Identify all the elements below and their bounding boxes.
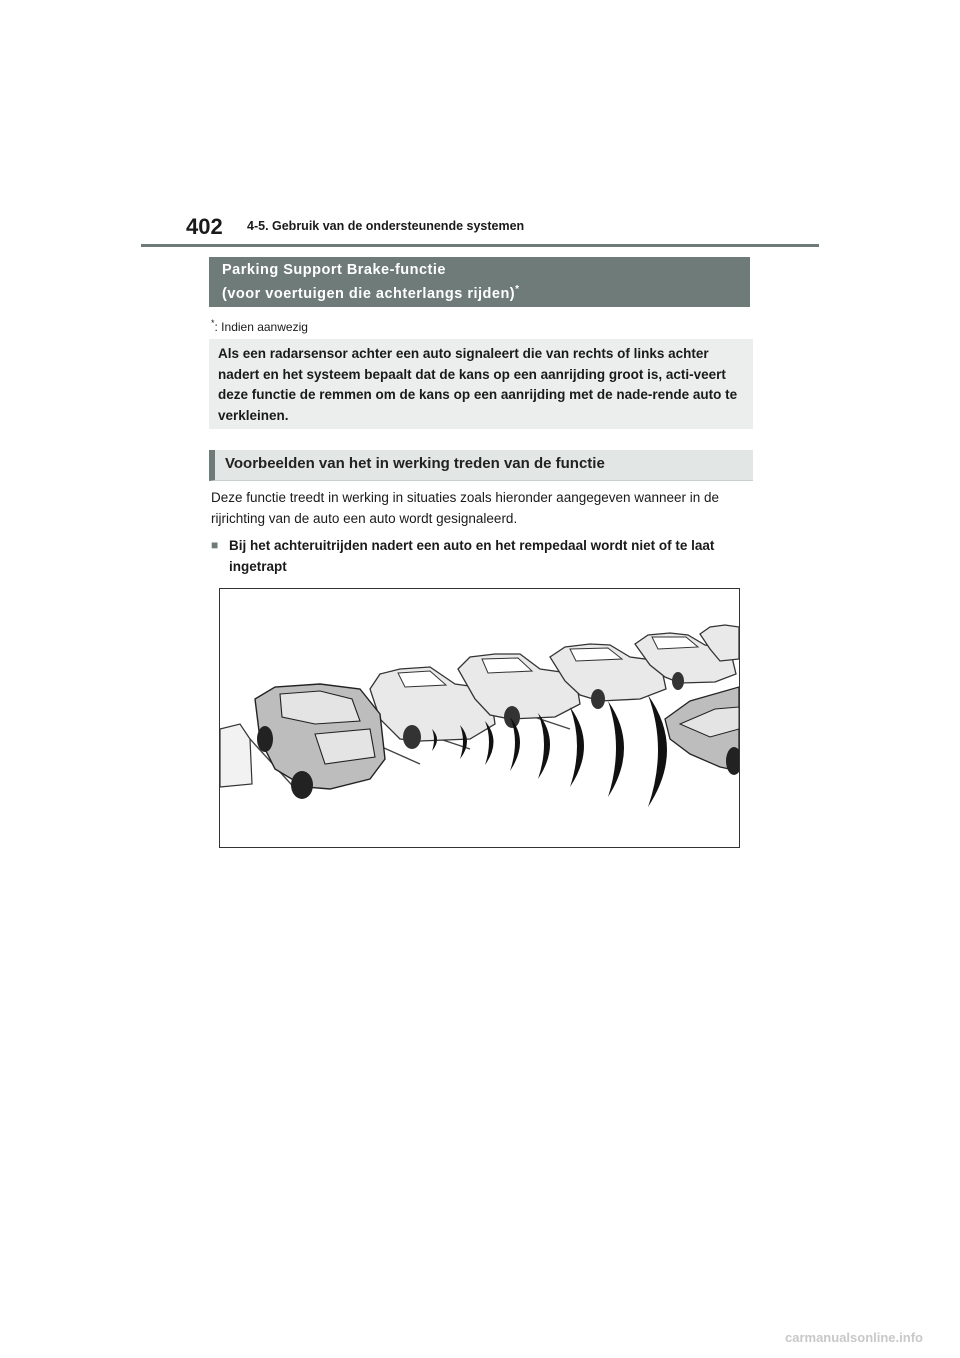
function-title-line1: Parking Support Brake-functie (222, 262, 446, 278)
parking-scene-svg (220, 589, 739, 847)
footnote-mark: * (211, 318, 215, 328)
bullet-item (211, 535, 751, 577)
intro-box: Als een radarsensor achter een auto signaleert die van rechts of links achter nadert en het systeem bepaalt dat de kans op een aanrijding groot is, acti-veert deze functie de remmen om de kans op een aanrijding met de nade-rende auto te verkleinen. (209, 339, 753, 429)
function-title-box (209, 257, 750, 307)
parking-illustration (219, 588, 740, 848)
function-title-line2 (222, 280, 750, 304)
bullet-square-icon: ■ (211, 538, 219, 552)
section-title: 4-5. Gebruik van de ondersteunende systemen (247, 219, 525, 233)
footnote-text: : Indien aanwezig (214, 320, 308, 334)
watermark: carmanualsonline.info (785, 1330, 923, 1345)
section-subheading: Voorbeelden van het in werking treden van de functie (209, 450, 753, 481)
body-paragraph: Deze functie treedt in werking in situaties zoals hieronder aangegeven wanneer in de rijrichting van de auto een auto wordt gesignaleerd. (211, 490, 720, 526)
header-divider (141, 244, 819, 247)
function-title-line2-text: (voor voertuigen die achterlangs rijden) (222, 285, 516, 302)
function-title-asterisk: * (515, 284, 520, 295)
page-number: 402 (186, 214, 223, 239)
bullet-text: Bij het achteruitrijden nadert een auto en het rempedaal wordt niet of te laat ingetrapt (229, 538, 715, 574)
footnote (211, 318, 308, 334)
